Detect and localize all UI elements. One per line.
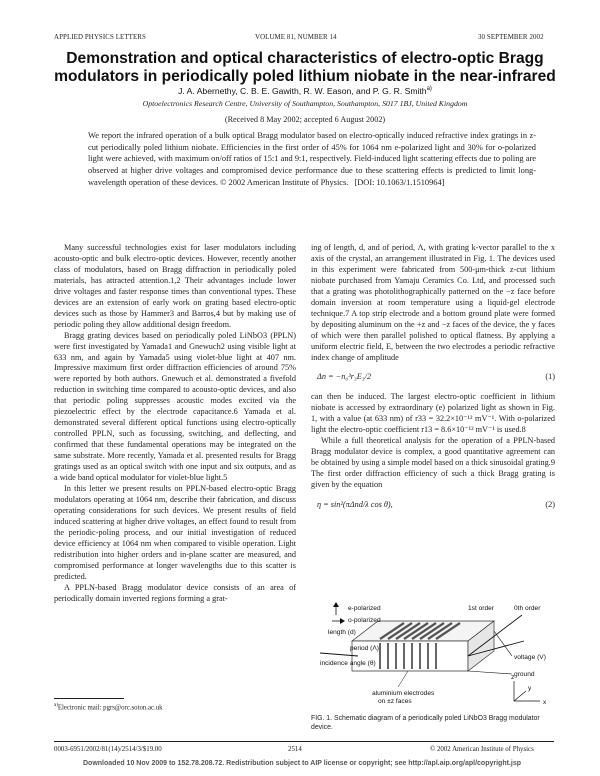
footnote-text: Electronic mail: pgrs@orc.soton.ac.uk xyxy=(57,704,163,712)
electrodes-label-line2: on ±z faces xyxy=(378,698,412,705)
axis-y-label: y xyxy=(528,685,532,692)
download-notice[interactable]: Downloaded 10 Nov 2009 to 152.78.208.72. Redistribution subject to AIP license or copyright; see http://apl.aip.org/apl/copyright.jsp xyxy=(83,760,521,767)
electrode-pointer xyxy=(398,671,408,687)
equation-1-body: Δn = −n₀³r₃E₃/2 xyxy=(317,372,372,382)
body-paragraph: ing of length, d, and of period, Λ, with grating k-vector parallel to the x axis of the crystal, an arrangement illustrated in Fig. 1. The devices used in this experiment were fabricated from 500-μm-thick z-cut lithium niobate purchased from Yamaju Ceramics Co. Ltd, and processed such that a grating was photolithographically patterned on the −z face before domain inversion at room temperature using a liquid-gel electrode technique.7 A top strip electrode and a bottom ground plate were formed by depositing aluminum on the +z and −z faces of the device, the y faces of which were then parallel polished to optical flatness. By applying a uniform electric field, E, between the two electrodes a periodic refractive index change of amplitude xyxy=(311,243,555,362)
paper-title: Demonstration and optical characteristics of electro-optic Bragg modulators in periodically poled lithium niobate in the near-infrared xyxy=(54,50,556,85)
axis-x-label: x xyxy=(543,699,547,706)
equation-1 xyxy=(311,372,555,383)
equation-1-number: (1) xyxy=(545,372,555,382)
o-polarized-label: o-polarized xyxy=(348,617,381,624)
zeroth-order-label: 0th order xyxy=(514,605,541,612)
incidence-label: incidence angle (θ) xyxy=(320,660,376,667)
doi-link[interactable]: [DOI: 10.1063/1.1510964] xyxy=(354,177,445,187)
axis-z-label: z xyxy=(511,674,515,681)
axis-y xyxy=(514,691,526,701)
copyright: © 2002 American Institute of Physics xyxy=(430,746,534,753)
body-paragraph: In this letter we present results on PPLN-based electro-optic Bragg modulators operating at 1064 nm, describe their fabrication, and discuss operating considerations for such devices. We present results of field induced scattering at higher drive voltages, an effect found to result from the periodic-poling process, and our initial investigation of reduced device efficiency at 1064 nm when compared to visible operation. Light redistribution into higher orders and in-plane scatter are measured, and compromised performance at longer wavelengths due to this scatter is predicted. xyxy=(54,483,296,581)
electrodes-label: aluminium electrodes xyxy=(372,690,435,697)
received-dates: (Received 8 May 2002; accepted 6 August 2002) xyxy=(224,115,386,124)
affiliation: Optoelectronics Research Centre, University of Southampton, Southampton, S017 1BJ, United Kingdom xyxy=(142,99,468,108)
right-column xyxy=(311,243,555,520)
author-list xyxy=(40,86,570,96)
figure-1-caption: FIG. 1. Schematic diagram of a periodically poled LiNbO3 Bragg modulator device. xyxy=(311,715,540,731)
left-column xyxy=(54,243,296,604)
body-paragraph: Bragg grating devices based on periodically poled LiNbO3 (PPLN) were first investigated by Yamada1 and Gnewuch2 using visible light at 633 nm, and again by Yamada5 using violet-blue light at 407 nm. Impressive maximum first order diffraction efficiencies of around 75% were reported by both authors. Gnewuch et al. demonstrated a fivefold reduction in switching time compared to acousto-optic devices, and also that periodic poling suppresses acoustic modes excited via the piezoelectric effect by the electrode capacitance.6 Yamada et al. demonstrated several different optical functions using electro-optically controlled PPLN, such as focussing, switching, and deflecting, and confirmed that these fundamental operations may be integrated on the same substrate. More recently, Yamada et al. presented results for Bragg gratings used as an optical switch with one input and six outputs, and as a wide band optical modulator for violet-blue light.5 xyxy=(54,330,296,483)
article-code: 0003-6951/2002/81(14)/2514/3/$19.00 xyxy=(54,746,162,753)
equation-2 xyxy=(311,500,555,511)
bottom-rule xyxy=(54,741,554,742)
footnote-mark: a) xyxy=(54,703,58,708)
footnote-rule xyxy=(54,698,124,699)
author-footnote-mark: a) xyxy=(426,86,432,93)
e-polarized-label: e-polarized xyxy=(348,605,381,612)
first-order-label: 1st order xyxy=(468,605,495,612)
body-paragraph: While a full theoretical analysis for the operation of a PPLN-based Bragg modulator device is complex, a good quantitative agreement can be obtained by using a simple model based on a thick sinusoidal grating.9 The first order diffraction efficiency of such a thick Bragg grating is given by the equation xyxy=(311,436,555,490)
voltage-lead xyxy=(494,631,512,656)
body-paragraph: A PPLN-based Bragg modulator device consists of an area of periodically domain inverted regions forming a grat- xyxy=(54,582,296,603)
equation-2-body: η = sin²(πΔnd/λ cos θ), xyxy=(317,500,393,510)
footnote xyxy=(54,703,296,711)
volume-number: VOLUME 81, NUMBER 14 xyxy=(255,34,337,41)
body-paragraph: Many successful technologies exist for laser modulators including acousto-optic and bulk electro-optic devices. However, recently another class of modulators, based on Bragg diffraction in periodically poled materials, has attracted attention.1,2 Their advantages include lower drive voltages and faster response times than conventional types. These devices are an extension of early work on grating based electro-optic devices such as those by Hammer3 and Barros,4 but by making use of periodic poling they allow additional design freedom. xyxy=(54,243,296,329)
abstract-text: We report the infrared operation of a bulk optical Bragg modulator based on electro-optically induced refractive index gratings in z-cut periodically poled lithium niobate. Efficiencies in the first order of 45% for 1064 nm e-polarized light and 30% for o-polarized light were achieved, with maximum on/off ratios of 15:1 and 9:1, respectively. Field-induced light scattering effects due to poling are observed at higher drive voltages and compromised device performance due to these scattering effects is predicted to limit long-wavelength operation of these devices. © 2002 American Institute of Physics. xyxy=(88,131,536,187)
figure-1-diagram xyxy=(318,601,554,711)
abstract xyxy=(88,130,536,189)
page-number: 2514 xyxy=(288,746,302,753)
body-paragraph: can then be induced. The largest electro-optic coefficient in lithium niobate is accessed by extraordinary (e) polarized light as shown in Fig. 1, with a value (at 633 nm) of r33 = 32.2×10⁻¹² mV⁻¹. With o-polarized light the electro-optic coefficient r13 = 8.6×10⁻¹² mV⁻¹ is used.8 xyxy=(311,392,555,435)
authors-text: J. A. Abernethy, C. B. E. Gawith, R. W. Eason, and P. G. R. Smith xyxy=(178,86,427,96)
equation-2-number: (2) xyxy=(545,500,555,510)
journal-name: APPLIED PHYSICS LETTERS xyxy=(54,34,146,41)
period-label: period (Λ) xyxy=(350,645,379,652)
voltage-label: voltage (V) xyxy=(514,654,546,661)
issue-date: 30 SEPTEMBER 2002 xyxy=(478,34,544,41)
ground-label: ground xyxy=(514,671,535,678)
length-label: length (d) xyxy=(328,629,356,636)
ground-lead xyxy=(468,671,512,674)
